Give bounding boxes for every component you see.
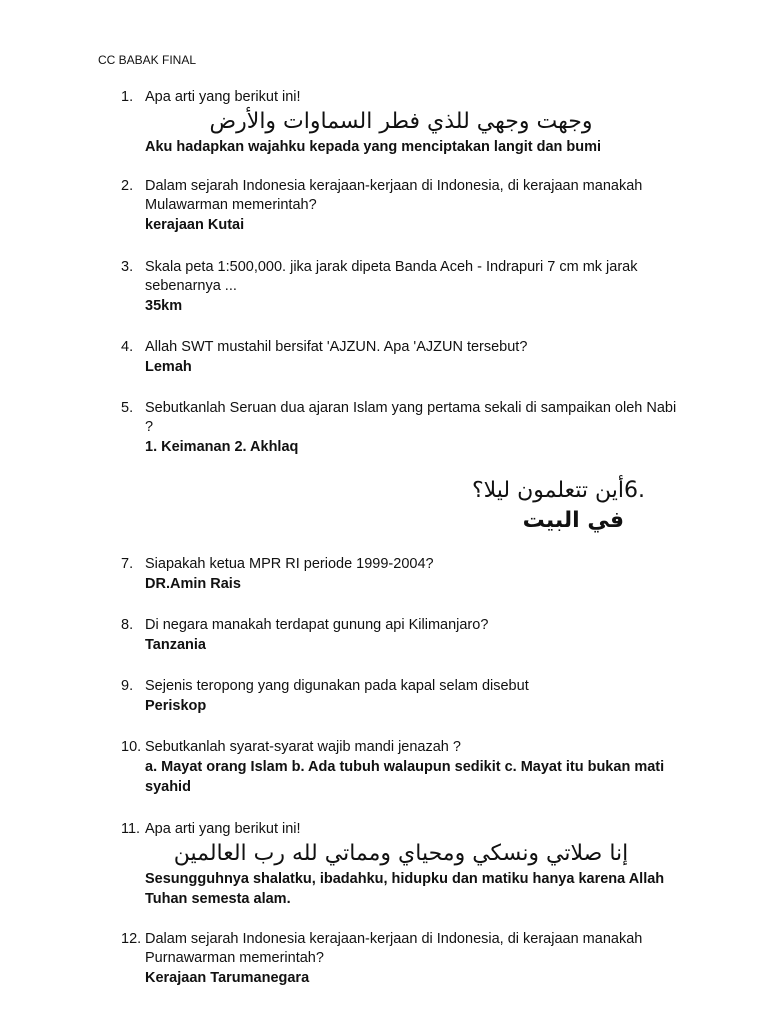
answer-text: DR.Amin Rais xyxy=(145,576,241,592)
question-1 xyxy=(121,88,681,157)
answer-text: Aku hadapkan wajahku kepada yang menciptakan langit dan bumi xyxy=(145,139,602,155)
question-7 xyxy=(121,555,681,594)
question-number: 5. xyxy=(121,400,134,416)
question-5 xyxy=(121,399,681,457)
question-number: 8. xyxy=(121,617,134,633)
arabic-text: وجهت وجهي للذي فطر السماوات والأرض xyxy=(209,109,593,134)
question-number: 4. xyxy=(121,339,134,355)
arabic-text: إنا صلاتي ونسكي ومحياي ومماتي لله رب العالمين xyxy=(173,841,629,866)
arabic-question-text: أين تتعلمون ليلا؟ xyxy=(471,478,624,503)
question-text: Allah SWT mustahil bersifat 'AJZUN. Apa 'AJZUN tersebut? xyxy=(145,339,528,355)
question-text: Apa arti yang berikut ini! xyxy=(145,821,301,837)
answer-text: Periskop xyxy=(145,698,207,714)
question-text: Dalam sejarah Indonesia kerajaan-kerjaan di Indonesia, di kerajaan manakah Purnawarman memerintah? xyxy=(145,931,643,966)
answer-text: kerajaan Kutai xyxy=(145,217,245,233)
question-number: 3. xyxy=(121,259,134,275)
question-number: 9. xyxy=(121,678,134,694)
document-header: CC BABAK FINAL xyxy=(98,53,197,67)
answer-text: a. Mayat orang Islam b. Ada tubuh walaupun sedikit c. Mayat itu bukan mati syahid xyxy=(145,759,665,795)
question-9 xyxy=(121,677,681,716)
answer-text: 1. Keimanan 2. Akhlaq xyxy=(145,439,299,455)
question-12 xyxy=(121,930,681,988)
question-text: Sebutkanlah syarat-syarat wajib mandi jenazah ? xyxy=(145,739,461,755)
question-3 xyxy=(121,258,681,316)
answer-text: Lemah xyxy=(145,359,192,375)
question-11 xyxy=(121,820,681,909)
question-2 xyxy=(121,177,681,235)
question-number: .6 xyxy=(624,478,645,503)
question-number: 12. xyxy=(121,931,142,947)
question-number: 7. xyxy=(121,556,134,572)
question-10 xyxy=(121,738,681,797)
arabic-answer-text: في البيت xyxy=(522,508,624,533)
answer-text: Sesungguhnya shalatku, ibadahku, hidupku dan matiku hanya karena Allah Tuhan semesta alam. xyxy=(145,871,665,907)
question-number: 2. xyxy=(121,178,134,194)
question-number: 11. xyxy=(121,821,141,837)
question-text: Sebutkanlah Seruan dua ajaran Islam yang pertama sekali di sampaikan oleh Nabi ? xyxy=(145,400,677,435)
answer-text: 35km xyxy=(145,298,183,314)
question-6 xyxy=(380,476,664,536)
question-4 xyxy=(121,338,681,377)
question-text: Sejenis teropong yang digunakan pada kapal selam disebut xyxy=(145,678,529,694)
question-8 xyxy=(121,616,681,655)
question-text: Skala peta 1:500,000. jika jarak dipeta Banda Aceh - Indrapuri 7 cm mk jarak sebenarnya ... xyxy=(145,259,638,294)
question-text: Dalam sejarah Indonesia kerajaan-kerjaan di Indonesia, di kerajaan manakah Mulawarman memerintah? xyxy=(145,178,643,213)
question-number: 1. xyxy=(121,89,134,105)
question-text: Apa arti yang berikut ini! xyxy=(145,89,301,105)
answer-text: Kerajaan Tarumanegara xyxy=(145,970,310,986)
answer-text: Tanzania xyxy=(145,637,206,653)
question-number: 10. xyxy=(121,739,142,755)
question-text: Siapakah ketua MPR RI periode 1999-2004? xyxy=(145,556,434,572)
question-text: Di negara manakah terdapat gunung api Kilimanjaro? xyxy=(145,617,489,633)
